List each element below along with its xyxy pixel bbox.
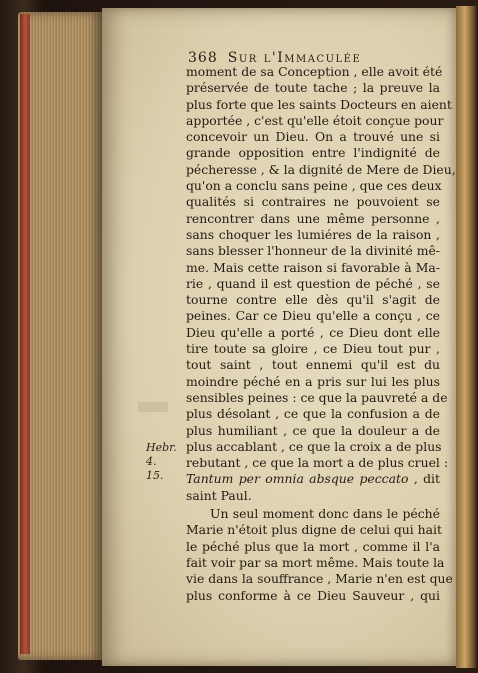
text-line: tout saint , tout ennemi qu'il est du	[186, 357, 440, 373]
text-line: fait voir par sa mort même. Mais toute la	[186, 554, 445, 570]
text-line: Un seul moment donc dans le péché	[210, 506, 440, 522]
text-line: peines. Car ce Dieu qu'elle a conçu , ce	[186, 308, 440, 324]
text-line: rebutant , ce que la mort a de plus cruel :	[186, 455, 448, 471]
text-line: plus conforme à ce Dieu Sauveur , qui	[186, 587, 440, 603]
text-line: tourne contre elle dès qu'il s'agit de	[186, 292, 440, 308]
text-line: le péché plus que la mort , comme il l'a	[186, 538, 440, 554]
text-line: Marie n'étoit plus digne de celui qui hait	[186, 522, 442, 538]
running-title: Sur l'Immaculée	[227, 50, 362, 66]
margin-reference-verse: 15.	[146, 469, 164, 482]
quote-tail: , dit	[408, 471, 440, 487]
red-page-edge	[20, 14, 30, 654]
text-line: rencontrer dans une même personne ,	[186, 210, 440, 226]
paragraph-2	[186, 506, 453, 604]
text-line: tire toute sa gloire , ce Dieu tout pur ,	[186, 341, 440, 357]
faint-bleed-through	[138, 402, 168, 412]
text-line: moindre péché en a pris sur lui les plus	[186, 373, 440, 389]
text-line: moment de sa Conception , elle avoit été	[186, 64, 443, 79]
text-line: sans choquer les lumiéres de la raison ,	[186, 226, 440, 242]
text-line: concevoir un Dieu. On a trouvé une si	[186, 129, 440, 145]
page-number: 368	[188, 50, 218, 66]
text-line: apportée , c'est qu'elle étoit conçue pour	[186, 112, 444, 128]
text-line: sensibles peines : ce que la pauvreté a de	[186, 389, 448, 405]
text-line: qu'on a conclu sans peine , que ces deux	[186, 178, 442, 194]
text-line: préservée de toute tache ; la preuve la	[186, 80, 440, 96]
margin-reference-book: Hebr. 4.	[146, 441, 177, 468]
quote-attribution: saint Paul.	[186, 487, 252, 503]
page-gutter-right	[456, 6, 478, 668]
text-line: plus forte que les saints Docteurs en aient	[186, 96, 452, 112]
text-line: rie , quand il est question de péché , se	[186, 275, 440, 291]
quote-line	[186, 471, 440, 487]
text-line: qualités si contraires ne pouvoient se	[186, 194, 440, 210]
text-line: grande opposition entre l'indignité de	[186, 145, 440, 161]
text-line: vie dans la souffrance , Marie n'en est que	[186, 571, 453, 587]
latin-quote: Tantum per omnia absque peccato	[186, 471, 409, 487]
paragraph-1	[186, 64, 456, 504]
text-line: pécheresse , & la dignité de Mere de Dieu,	[186, 161, 456, 177]
text-line: plus désolant , ce que la confusion a de	[186, 406, 440, 422]
text-line: Dieu qu'elle a porté , ce Dieu dont elle	[186, 324, 440, 340]
margin-reference	[146, 441, 190, 483]
text-line: plus accablant , ce que la croix a de plus	[186, 438, 442, 454]
text-line: me. Mais cette raison si favorable à Ma-	[186, 259, 440, 275]
page-body	[186, 64, 456, 604]
text-line: plus humiliant , ce que la douleur a de	[186, 422, 440, 438]
stacked-page-edges	[18, 12, 102, 660]
text-line: sans blesser l'honneur de la divinité mê-	[186, 243, 440, 259]
